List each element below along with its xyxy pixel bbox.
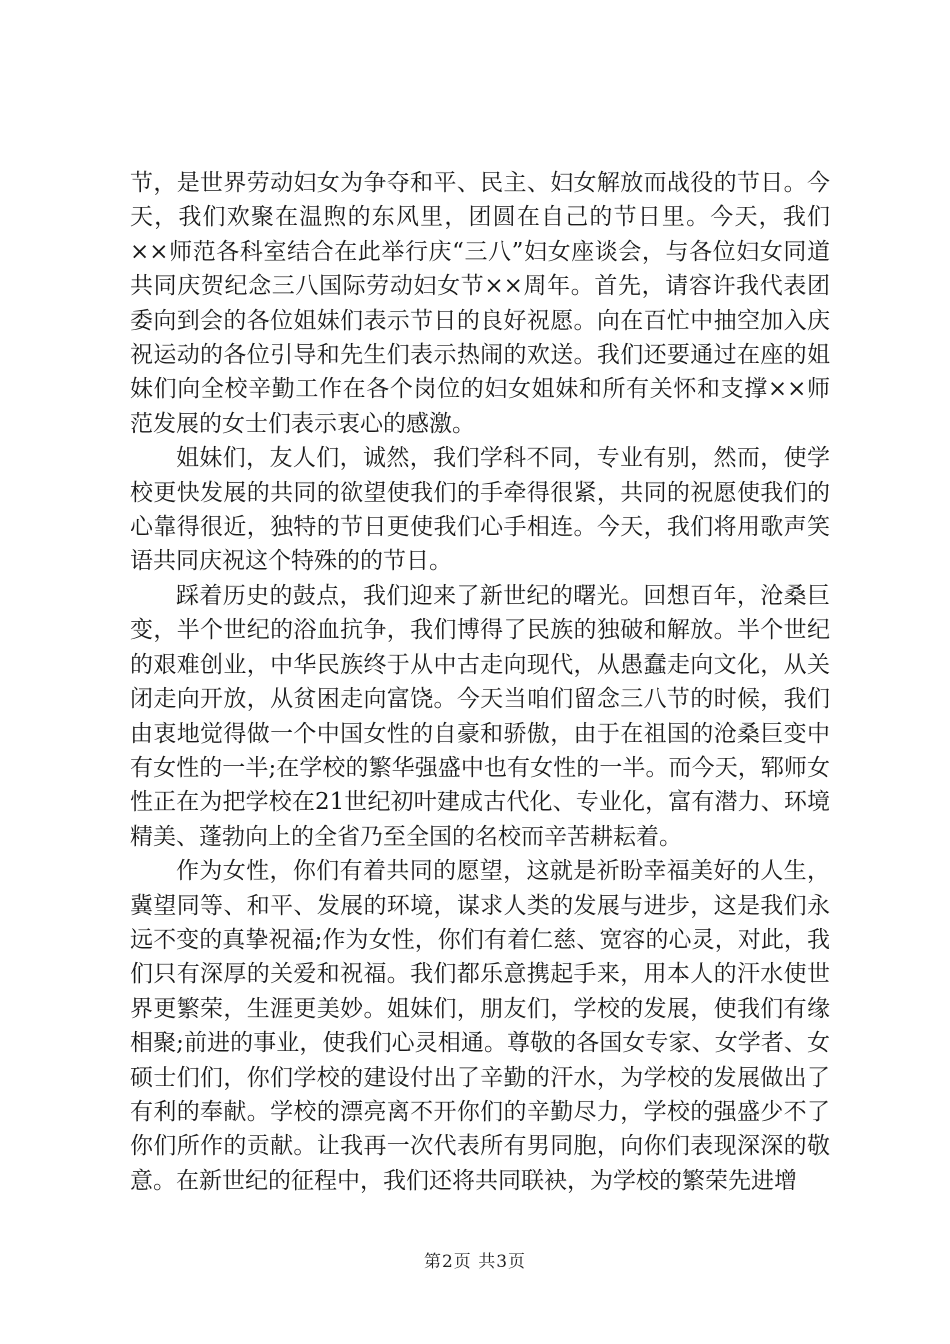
page-number-footer: 第2页 共3页 — [423, 1252, 527, 1272]
paragraph-3: 踩着历史的鼓点，我们迎来了新世纪的曙光。回想百年，沧桑巨变，半个世纪的浴血抗争，我们博得了民族的独破和解放。半个世纪的艰难创业，中华民族终于从中古走向现代，从愚蠢走向文化，从关闭走向开放，从贫困走向富饶。今天当咱们留念三八节的时候，我们由衷地觉得做一个中国女性的自豪和骄傲，由于在祖国的沧桑巨变中有女性的一半;在学校的繁华强盛中也有女性的一半。而今天，郓师女性正在为把学校在21世纪初叶建成古代化、专业化，富有潜力、环境精美、蓬勃向上的全省乃至全国的名校而辛苦耕耘着。 — [130, 582, 830, 850]
paragraph-4: 作为女性，你们有着共同的愿望，这就是祈盼幸福美好的人生，冀望同等、和平、发展的环境，谋求人类的发展与进步，这是我们永远不变的真挚祝福;作为女性，你们有着仁慈、宽容的心灵，对此，我们只有深厚的关爱和祝福。我们都乐意携起手来，用本人的汗水使世界更繁荣，生涯更美妙。姐妹们，朋友们，学校的发展，使我们有缘相聚;前进的事业，使我们心灵相通。尊敬的各国女专家、女学者、女硕士们们，你们学校的建设付出了辛勤的汗水，为学校的发展做出了有利的奉献。学校的漂亮离不开你们的辛勤尽力，学校的强盛少不了你们所作的贡献。让我再一次代表所有男同胞，向你们表现深深的敬意。在新世纪的征程中，我们还将共同联袂，为学校的繁荣先进增 — [130, 858, 830, 1194]
paragraph-2: 姐妹们，友人们，诚然，我们学科不同，专业有别，然而，使学校更快发展的共同的欲望使我们的手牵得很紧，共同的祝愿使我们的心靠得很近，独特的节日更使我们心手相连。今天，我们将用歌声笑语共同庆祝这个特殊的的节日。 — [130, 445, 830, 575]
document-body — [130, 166, 830, 1198]
paragraph-1: 节，是世界劳动妇女为争夺和平、民主、妇女解放而战役的节日。今天，我们欢聚在温煦的东风里，团圆在自己的节日里。今天，我们××师范各科室结合在此举行庆“三八”妇女座谈会，与各位妇女同道共同庆贺纪念三八国际劳动妇女节××周年。首先，请容许我代表团委向到会的各位姐妹们表示节日的良好祝愿。向在百忙中抽空加入庆祝运动的各位引导和先生们表示热闹的欢送。我们还要通过在座的姐妹们向全校辛勤工作在各个岗位的妇女姐妹和所有关怀和支撑××师范发展的女士们表示衷心的感激。 — [130, 170, 830, 437]
